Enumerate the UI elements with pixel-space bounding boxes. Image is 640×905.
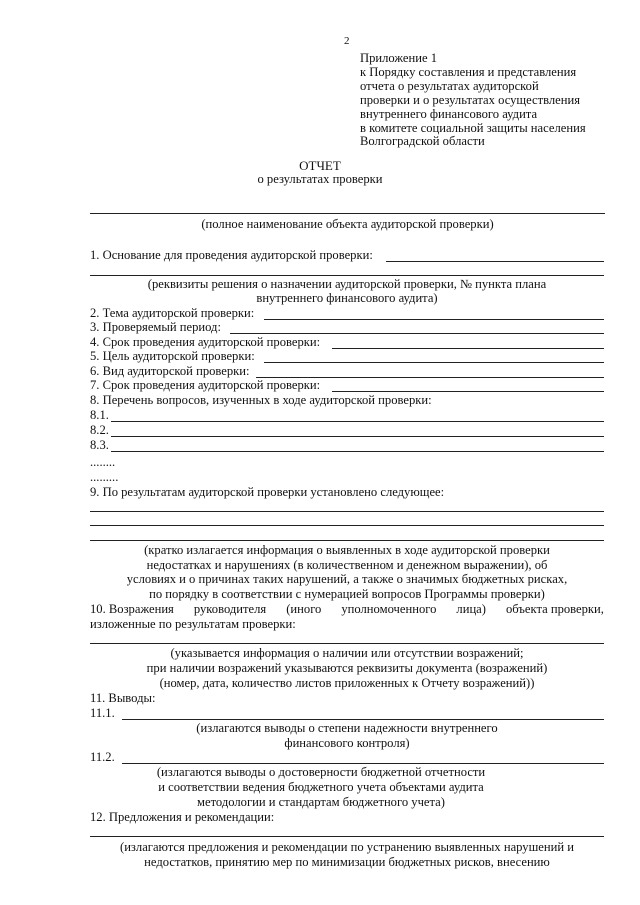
item-10-field-line: [90, 643, 604, 644]
item-2-label: 2. Тема аудиторской проверки:: [90, 306, 255, 320]
item-12-hint-line: (излагаются предложения и рекомендации по устранению выявленных нарушений и: [120, 840, 574, 854]
item-10-word: 10. Возражения: [90, 602, 174, 616]
item-10-hint-line: при наличии возражений указываются реквизиты документа (возражений): [146, 661, 548, 675]
item-9-field-line: [90, 540, 604, 541]
item-7-label: 7. Срок проведения аудиторской проверки:: [90, 378, 321, 392]
appendix-line: отчета о результатах аудиторской: [360, 78, 539, 93]
item-7-field-line: [332, 391, 604, 392]
appendix-line: Приложение 1: [360, 51, 438, 65]
item-9-hint-line: по порядку в соответствии с нумерацией вопросов Программы проверки): [149, 587, 545, 601]
item-11-2-hint-line: методологии и стандартам бюджетного учета): [197, 795, 445, 809]
item-11-2-hint-line: (излагаются выводы о достоверности бюджетной отчетности: [156, 765, 486, 779]
appendix-line: проверки и о результатах осуществления: [360, 92, 581, 107]
item-2-field-line: [264, 319, 604, 320]
object-name-hint: (полное наименование объекта аудиторской проверки): [201, 217, 494, 231]
item-9-label: 9. По результатам аудиторской проверки установлено следующее:: [90, 485, 445, 499]
item-5-label: 5. Цель аудиторской проверки:: [90, 349, 255, 363]
item-8-2-label: 8.2.: [90, 423, 109, 437]
ellipsis-row: ........: [90, 455, 116, 469]
document-subtitle: о результатах проверки: [257, 172, 383, 186]
item-11-1-hint-line: финансового контроля): [284, 736, 410, 750]
item-9-field-line: [90, 511, 604, 512]
item-11-label: 11. Выводы:: [90, 691, 156, 705]
item-6-label: 6. Вид аудиторской проверки:: [90, 364, 250, 378]
item-9-hint-line: недостатках и нарушениях (в количественном и денежном выражении), об: [146, 558, 548, 572]
item-10-word: руководителя: [193, 602, 267, 616]
item-11-1-field-line: [122, 719, 604, 720]
item-3-field-line: [230, 333, 604, 334]
object-name-line: [90, 213, 605, 214]
item-12-hint-line: недостатков, принятию мер по минимизации бюджетных рисков, внесению: [144, 855, 550, 869]
item-9-hint-line: условиях и о причинах таких нарушений, а также о значимых бюджетных рисках,: [126, 572, 568, 586]
item-11-2-label: 11.2.: [90, 750, 115, 764]
appendix-line: Волгоградской области: [360, 134, 485, 149]
item-1-hint-line: внутреннего финансового аудита): [256, 291, 438, 305]
item-1-field-line: [386, 261, 604, 262]
item-8-3-field-line: [111, 451, 604, 452]
appendix-block: [360, 52, 586, 149]
item-1-label: 1. Основание для проведения аудиторской проверки:: [90, 248, 373, 262]
item-10-word: уполномоченного: [341, 602, 437, 616]
item-10-word: лица): [456, 602, 486, 616]
item-8-label: 8. Перечень вопросов, изученных в ходе аудиторской проверки:: [90, 393, 432, 407]
item-10-label: [90, 602, 604, 617]
item-9-field-line: [90, 525, 604, 526]
item-5-field-line: [264, 362, 604, 363]
item-10-word: (иного: [286, 602, 322, 616]
item-8-3-label: 8.3.: [90, 438, 109, 452]
item-10-word: объекта проверки,: [506, 602, 604, 616]
appendix-line: внутреннего финансового аудита: [360, 106, 538, 121]
item-3-label: 3. Проверяемый период:: [90, 320, 221, 334]
item-8-2-field-line: [111, 436, 604, 437]
item-8-1-label: 8.1.: [90, 408, 109, 422]
item-1-second-line: [90, 275, 604, 276]
item-11-1-label: 11.1.: [90, 706, 115, 720]
item-11-2-hint-line: и соответствии ведения бюджетного учета объектами аудита: [158, 780, 484, 794]
item-1-hint-line: (реквизиты решения о назначении аудиторской проверки, № пункта плана: [147, 277, 547, 291]
appendix-line: в комитете социальной защиты населения: [360, 120, 586, 135]
item-4-field-line: [332, 348, 604, 349]
item-8-1-field-line: [111, 421, 604, 422]
item-11-1-hint-line: (излагаются выводы о степени надежности внутреннего: [196, 721, 498, 735]
item-10-hint-line: (номер, дата, количество листов приложенных к Отчету возражений)): [159, 676, 535, 690]
ellipsis-row: .........: [90, 470, 119, 484]
item-9-hint-line: (кратко излагается информация о выявленных в ходе аудиторской проверки: [144, 543, 550, 557]
item-12-label: 12. Предложения и рекомендации:: [90, 810, 275, 824]
page-number: 2: [344, 35, 350, 47]
document-title: ОТЧЕТ: [299, 158, 341, 173]
item-4-label: 4. Срок проведения аудиторской проверки:: [90, 335, 321, 349]
item-10-hint-line: (указывается информация о наличии или отсутствии возражений;: [170, 646, 524, 660]
item-12-field-line: [90, 836, 604, 837]
item-10-label-cont: изложенные по результатам проверки:: [90, 617, 296, 631]
item-11-2-field-line: [122, 763, 604, 764]
appendix-line: к Порядку составления и представления: [360, 64, 577, 79]
